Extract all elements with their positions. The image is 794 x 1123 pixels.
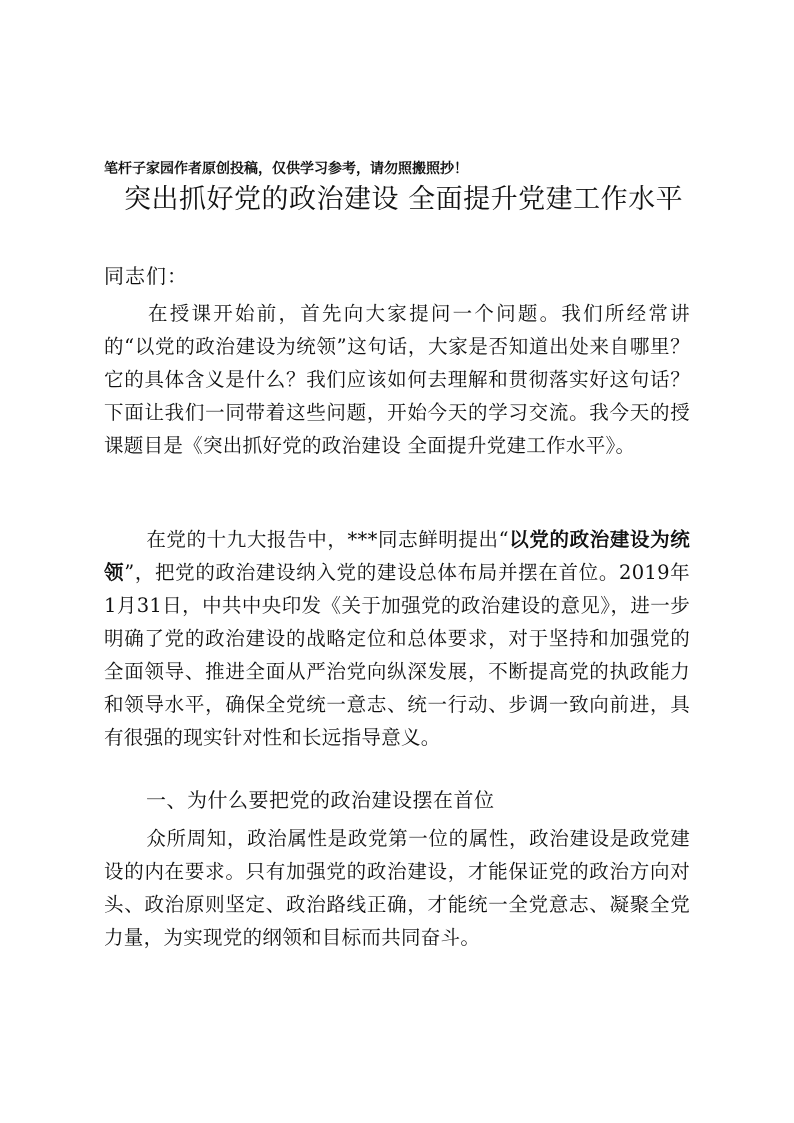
salutation: 同志们： [104, 264, 188, 288]
paragraph-background-emphasis: 以党的政治建设为统领 [104, 528, 690, 584]
paragraph-background-text-end: ”，把党的政治建设纳入党的建设总体布局并摆在首位。2019年1月31日，中共中央印发《关于加强党的政治建设的意见》，进一步明确了党的政治建设的战略定位和总体要求，对于坚持和加强党的全面领导、推进全面从严治党向纵深发展，不断提高党的执政能力和领导水平，确保全党统一意志、统一行动、步调一致向前进，具有很强的现实针对性和长远指导意义。 [104, 561, 690, 749]
paragraph-section-1-text: 众所周知，政治属性是政党第一位的属性，政治建设是政党建设的内在要求。只有加强党的政治建设，才能保证党的政治方向对头、政治原则坚定、政治路线正确，才能统一全党意志、凝聚全党力量，为实现党的纲领和目标而共同奋斗。 [104, 827, 690, 949]
header-note: 笔杆子家园作者原创投稿，仅供学习参考，请勿照搬照抄！ [104, 161, 468, 177]
document-title: 突出抓好党的政治建设 全面提升党建工作水平 [124, 184, 684, 215]
paragraph-background [104, 523, 690, 754]
paragraph-intro-text: 在授课开始前，首先向大家提问一个问题。我们所经常讲的“以党的政治建设为统领”这句话，大家是否知道出处来自哪里？它的具体含义是什么？我们应该如何去理解和贯彻落实好这句话？下面让我们一同带着这些问题，开始今天的学习交流。我今天的授课题目是《突出抓好党的政治建设 全面提升党建工作水平》。 [104, 302, 690, 457]
paragraph-intro [104, 297, 690, 462]
paragraph-section-1 [104, 822, 690, 954]
paragraph-background-text-start: 在党的十九大报告中，***同志鲜明提出“ [146, 528, 509, 551]
section-heading-1: 一、为什么要把党的政治建设摆在首位 [146, 788, 495, 812]
